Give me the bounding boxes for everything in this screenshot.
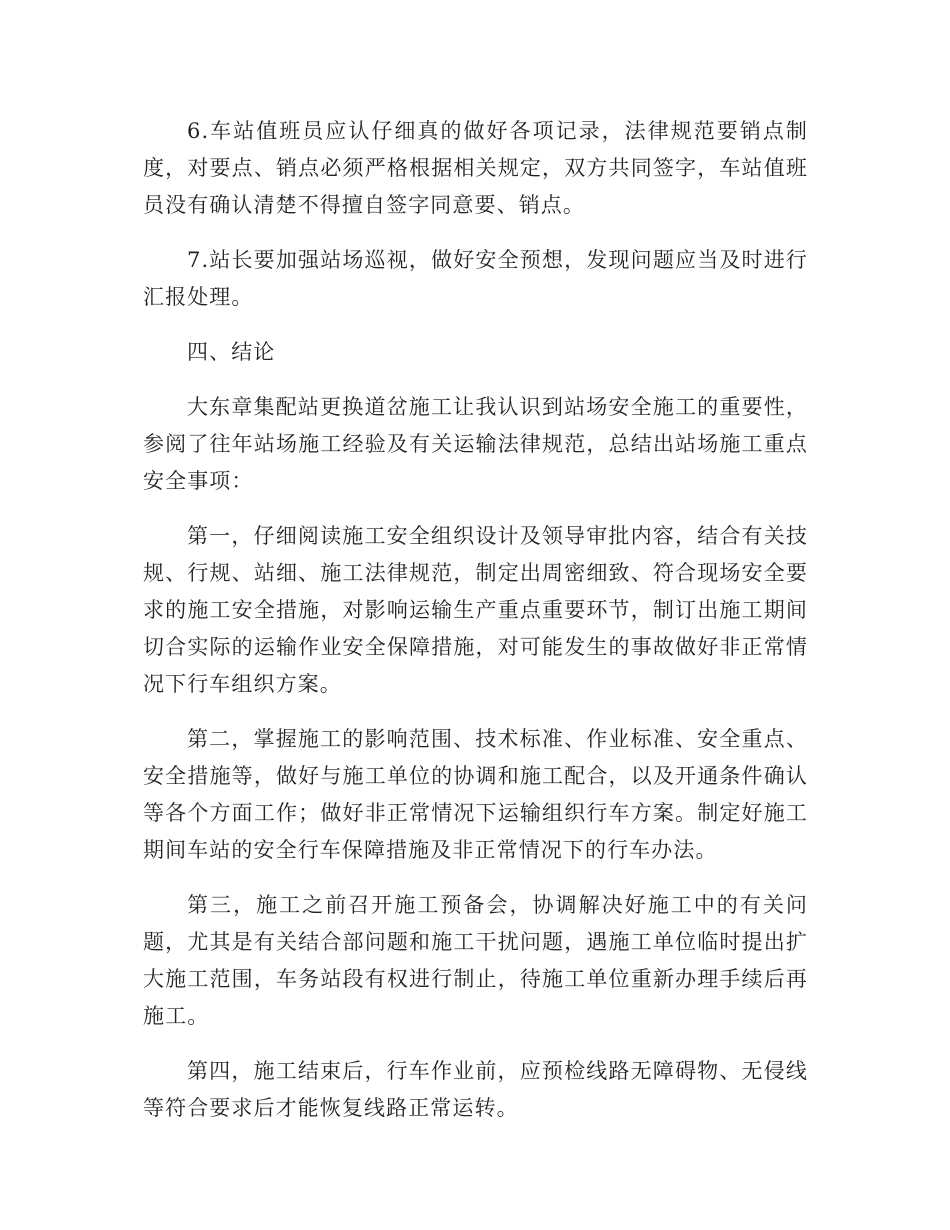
paragraph-point-3: 第三，施工之前召开施工预备会，协调解决好施工中的有关问题，尤其是有关结合部问题和施工干扰问题，遇施工单位临时提出扩大施工范围，车务站段有权进行制止，待施工单位重新办理手续后再施工。 [143,893,808,1028]
paragraph-item-6: 6.车站值班员应认仔细真的做好各项记录，法律规范要销点制度，对要点、销点必须严格根据相关规定，双方共同签字，车站值班员没有确认清楚不得擅自签字同意要、销点。 [143,119,808,217]
document-body [143,113,808,1145]
paragraph-item-7: 7.站长要加强站场巡视，做好安全预想，发现问题应当及时进行汇报处理。 [143,248,808,309]
paragraph-conclusion-intro: 大东章集配站更换道岔施工让我认识到站场安全施工的重要性，参阅了往年站场施工经验及有关运输法律规范，总结出站场施工重点安全事项： [143,395,808,493]
section-heading-conclusion: 四、结论 [187,340,276,364]
paragraph-point-4: 第四，施工结束后，行车作业前，应预检线路无障碍物、无侵线等符合要求后才能恢复线路正常运转。 [143,1059,808,1120]
paragraph-point-2: 第二，掌握施工的影响范围、技术标准、作业标准、安全重点、安全措施等，做好与施工单位的协调和施工配合，以及开通条件确认等各个方面工作；做好非正常情况下运输组织行车方案。制定好施工期间车站的安全行车保障措施及非正常情况下的行车办法。 [143,727,808,862]
paragraph-point-1: 第一，仔细阅读施工安全组织设计及领导审批内容，结合有关技规、行规、站细、施工法律规范，制定出周密细致、符合现场安全要求的施工安全措施，对影响运输生产重点重要环节，制订出施工期间切合实际的运输作业安全保障措施，对可能发生的事故做好非正常情况下行车组织方案。 [143,524,808,696]
